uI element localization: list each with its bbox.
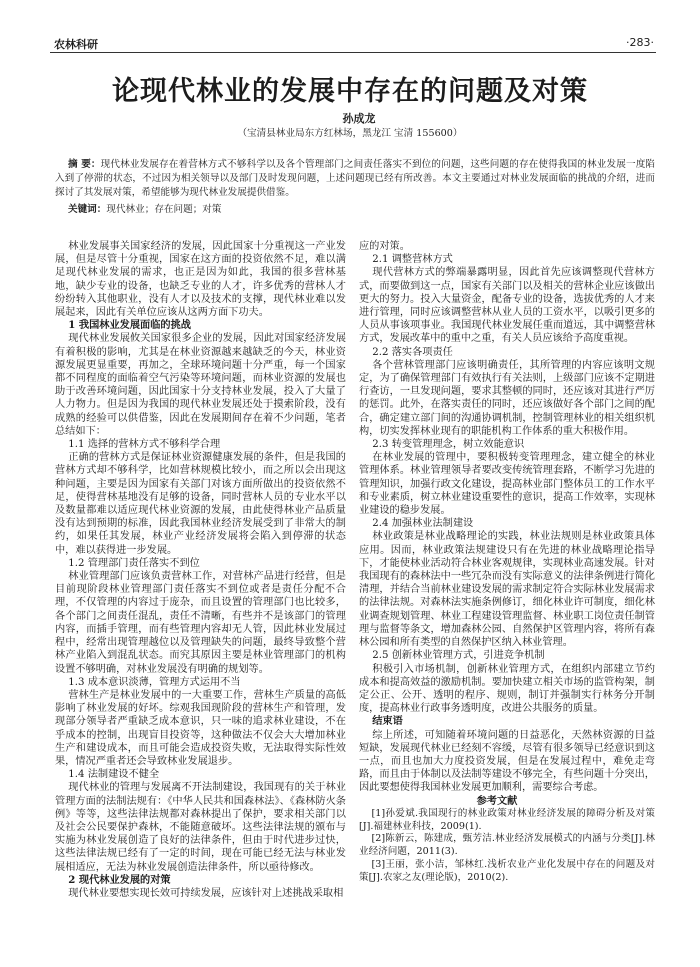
subsection-heading: 2.4 加强林业法制建设 — [372, 518, 474, 530]
body-paragraph-continued: 应的对策。 — [359, 241, 410, 252]
abstract-label: 摘 要： — [68, 159, 101, 170]
subsection-heading: 1.3 成本意识淡薄，管理方式运用不当 — [68, 676, 241, 688]
body-paragraph: 现代林业要想实现长效可持续发展，应该针对上述挑战采取相 — [68, 887, 344, 899]
subsection-heading: 1.2 管理部门责任落实不到位 — [68, 557, 200, 569]
abstract-text: 现代林业发展存在着营林方式不够科学以及各个管理部门之间责任落实不到位的问题，这些问题的存在使得我国的林业发展一度陷入到了停滞的状态，不过因为相关领导以及部门及时发现问题，上述问题现已经有所改善。本文主要通过对林业发展面临的挑战的介绍，进而探讨了其发展对策，希望能够为现代林业发展提供借鉴。 — [55, 159, 656, 199]
keywords — [68, 203, 655, 217]
right-column — [359, 240, 655, 958]
body-paragraph: 营林生产是林业发展中的一大重要工作，营林生产质量的高低影响了林业发展的好坏。综观我国现阶段的营林生产和管理，发现部分领导者严重缺乏成本意识，只一味的追求林业建设，不在乎成本的控制，出现盲目投资等，这种做法不仅会大大增加林业生产和建设成本，而且可能会造成投资失败，无法取得实际性效果，情况严重者还会导致林业发展退步。 — [55, 689, 346, 767]
keywords-text: 现代林业；存在问题；对策 — [106, 204, 222, 215]
subsection-heading: 2.2 落实各项责任 — [372, 346, 453, 358]
reference-item: [3]王丽，张小洁，邹林红.浅析农业产业化发展中存在的问题及对策[J].农家之友(理论版)，2010(2). — [359, 858, 655, 883]
body-paragraph: 现代林业的管理与发展离不开法制建设，我国现有的关于林业管理方面的法制法规有：《中华人民共和国森林法》、《森林防火条例》等等，这些法律法规都对森林提出了保护，要求相关部门以及社会公民要保护森林，不能随意破坏。这些法律法规的颁布与实施为林业发展创造了良好的法律条件，但由于时代进步过快，这些法律法规已经有了一定的时间，现在可能已经无法与林业发展相适应，无法为林业发展创造法律条件，所以亟待修改。 — [55, 782, 346, 873]
subsection-heading: 1.4 法制建设不健全 — [68, 769, 160, 781]
subsection-heading: 2.1 调整营林方式 — [372, 254, 453, 266]
author-name: 孙成龙 — [342, 112, 376, 125]
subsection-heading: 1.1 选择的营林方式不够科学合理 — [68, 439, 221, 451]
article-title: 论现代林业的发展中存在的问题及对策 — [112, 76, 588, 107]
subsection-heading: 2.5 创新林业管理方式，引进竞争机制 — [372, 650, 545, 662]
body-paragraph: 林业管理部门应该负责营林工作，对营林产品进行经营，但是目前现阶段林业管理部门责任落实不到位或者是责任分配不合理，不仅管理的内容过于庞杂，而且设置的管理部门也比较多，各个部门之间责任混乱，责任不清晰，有些并不是该部门的管理内容，而插手管理，而有些管理内容却无人管，因此林业发展过程中，经常出现管理越位以及管理缺失的问题，最终导致整个营林产业陷入到混乱状态。而究其原因主要是林业管理部门的机构设置不够明确，对林业发展没有明确的规划等。 — [55, 571, 346, 675]
running-header — [50, 36, 656, 53]
references-heading: 参考文献 — [476, 794, 518, 807]
subsection-heading: 2.3 转变管理理念，树立效能意识 — [372, 439, 525, 451]
conclusion-heading: 结束语 — [372, 715, 403, 728]
reference-item: [1]孙爱斌.我国现行的林业政策对林业经济发展的障碍分析及对策[J].福建林业科技，2009(1). — [359, 807, 655, 832]
body-paragraph: 在林业发展的管理中，要积极转变管理理念，建立健全的林业管理体系。林业管理领导者要改变传统管理套路，不断学习先进的管理知识，加强行政文化建设，提高林业部门整体员工的工作水平和专业素质，树立林业建设重要性的意识，提高工作效率，实现林业建设的稳步发展。 — [359, 452, 655, 517]
body-paragraph: 积极引入市场机制，创新林业管理方式，在组织内部建立节约成本和提高效益的激励机制。要加快建立相关市场的监管构架，制定公正、公开、透明的程序、规则，制订并强制实行林务分开制度，提高林业行政事务透明度，改进公共服务的质量。 — [359, 663, 655, 715]
left-column — [55, 240, 346, 958]
abstract — [55, 158, 655, 201]
body-paragraph: 林业政策是林业战略理论的实践，林业法规则是林业政策具体应用。因而，林业政策法规建设只有在先进的林业战略理论指导下，才能使林业活动符合林业客观规律，实现林业高速发展。针对我国现有的森林法中一些冗杂而没有实际意义的法律条例进行简化清理，并结合当前林业建设发展的需求制定符合实际林业发展需求的法律法规。对森林法实施条例修订，细化林业许可制度，细化林业调查规划管理、林业工程建设管理监督、林业职工岗位责任制管理与监督等条文，增加森林公园、自然保护区管理内容，将所有森林公园和所有类型的自然保护区纳入林业管理。 — [359, 531, 655, 649]
body-paragraph: 现代营林方式的弊端暴露明显，因此首先应该调整现代营林方式，而要做到这一点，国家有关部门以及相关的营林企业应该做出更大的努力。投入大量资金，配备专业的设备，选拔优秀的人才来进行管理，同时应该调整营林从业人员的工资水平，以吸引更多的人员从事该项事业。我国现代林业发展任重而道远，其中调整营林方式，发展改革中的重中之重，有关人员应该给予高度重视。 — [359, 267, 655, 345]
body-paragraph: 现代林业发展攸关国家很多企业的发展，因此对国家经济发展有着积极的影响，尤其是在林业资源越来越缺乏的今天，林业资源发展更显重要，再加之，全球环境问题十分严重，每一个国家都不同程度的面临着空气污染等环境问题，而林业资源的发展也助于改善环境问题，因此国家十分支持林业发展，投入了大量了人力物力。但是因为我国的现代林业发展还处于摸索阶段，没有成熟的经验可以供借鉴，因此在发展期间存在着不少问题，笔者总结如下： — [55, 333, 346, 437]
author-affiliation: （宝清县林业局东方红林场，黑龙江 宝清 155600） — [237, 128, 463, 139]
body-paragraph: 综上所述，可知随着环境问题的日益恶化，天然林资源的日益短缺，发展现代林业已经刻不容缓，尽管有很多领导已经意识到这一点，而且也加大力度投资发展，但是在发展过程中，难免走弯路，而且由于体制以及法制等建设不够完全，有些问题十分突出，因此要想使得我国林业发展更加顺利，需要综合考虑。 — [359, 729, 655, 794]
reference-item: [2]陈新云，陈建成，甄芳洁.林业经济发展模式的内涵与分类[J].林业经济问题，2011(3). — [359, 833, 655, 858]
keywords-label: 关键词： — [68, 204, 107, 215]
body-paragraph: 各个营林管理部门应该明确责任，其所管理的内容应该明文规定，为了确保管理部门有效执行有关法则，上级部门应该不定期进行查访，一旦发现问题，要求其整顿的同时，还应该对其进行严厉的惩罚。此外，在落实责任的同时，还应该做好各个部门之间的配合，确定建立部门间的沟通协调机制，控制管理林业的相关组织机构，切实发挥林业现有的职能机构工作体系的重大积极作用。 — [359, 359, 655, 437]
body-paragraph: 林业发展事关国家经济的发展，因此国家十分重视这一产业发展，但是尽管十分重视，国家在这方面的投资依然不足，难以满足现代林业发展的需求，也正是因为如此，我国的很多营林基地，缺少专业的设备，也缺乏专业的人才，许多优秀的营林人才纷纷转入其他职业，没有人才以及技术的支撑，现代林业难以发展起来，因此有关单位应该从这两方面下功夫。 — [55, 241, 346, 319]
section-heading: 2 现代林业发展的对策 — [68, 873, 171, 886]
page-number: ·283· — [626, 36, 654, 49]
section-heading: 1 我国林业发展面临的挑战 — [68, 319, 191, 332]
journal-name: 农林科研 — [54, 38, 98, 51]
body-paragraph: 正确的营林方式是保证林业资源健康发展的条件，但是我国的营林方式却不够科学，比如营林规模比较小，而之所以会出现这种问题，主要是因为国家有关部门对该方面所做出的投资依然不足，使得营林基地没有足够的设备，同时营林人员的专业水平以及数量都难以适应现代林业资源的发展，由此使得林业产品质量没有达到预期的标准，因此我国林业经济发展受到了非常大的制约，如果任其发展，林业产业经济发展将会陷入到停滞的状态中，难以获得进一步发展。 — [55, 452, 346, 556]
